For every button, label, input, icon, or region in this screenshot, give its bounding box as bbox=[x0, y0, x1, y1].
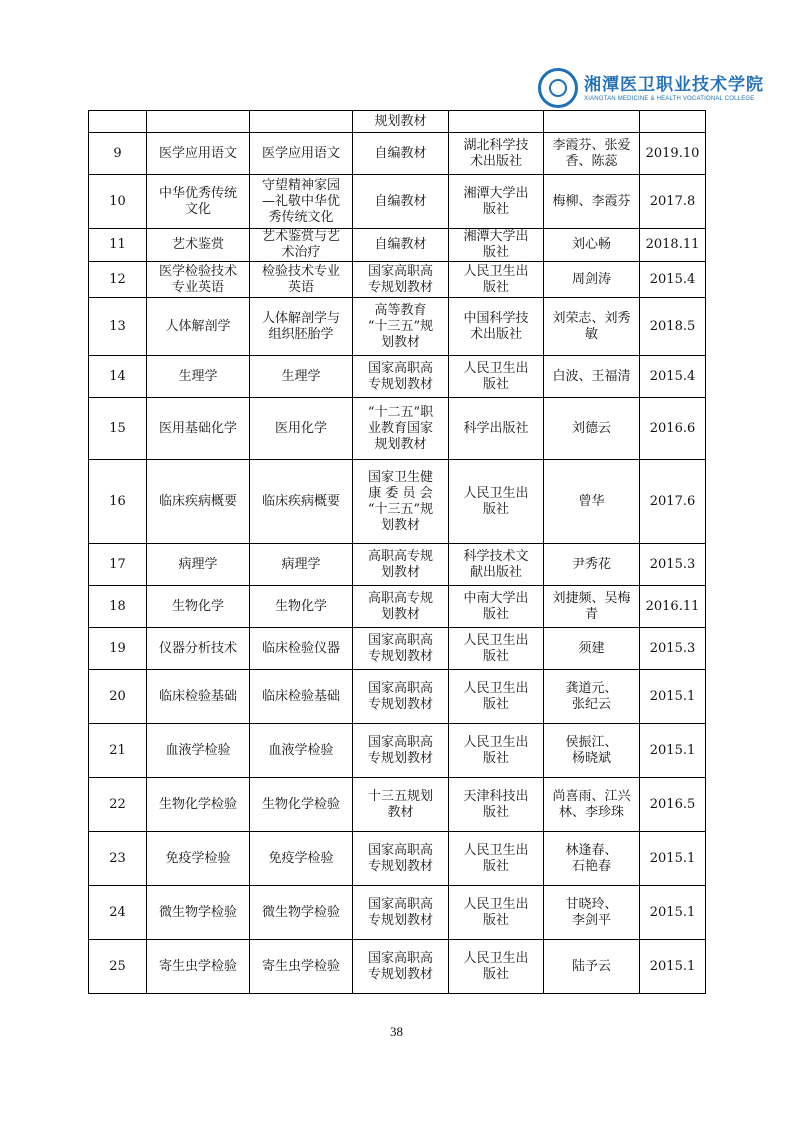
table-row bbox=[89, 832, 706, 886]
table-row bbox=[89, 175, 706, 229]
textbook-table bbox=[88, 110, 706, 994]
cell-date: 2015.1 bbox=[640, 832, 706, 886]
cell-publisher: 人民卫生出 版社 bbox=[449, 724, 544, 778]
cell-authors: 刘德云 bbox=[544, 398, 640, 460]
table-row bbox=[89, 724, 706, 778]
cell-course: 免疫学检验 bbox=[147, 832, 250, 886]
cell-date: 2015.1 bbox=[640, 670, 706, 724]
cell-no: 9 bbox=[89, 133, 147, 175]
cell-textbook: 生物化学 bbox=[250, 586, 353, 628]
cell-course: 中华优秀传统 文化 bbox=[147, 175, 250, 229]
cell-no: 19 bbox=[89, 628, 147, 670]
cell-no: 21 bbox=[89, 724, 147, 778]
cell-course: 人体解剖学 bbox=[147, 298, 250, 356]
cell-type: 自编教材 bbox=[353, 175, 449, 229]
cell-date: 2016.11 bbox=[640, 586, 706, 628]
cell-authors: 刘荣志、刘秀 敏 bbox=[544, 298, 640, 356]
cell-type: 规划教材 bbox=[353, 111, 449, 133]
cell-textbook: 免疫学检验 bbox=[250, 832, 353, 886]
cell-authors: 甘晓玲、 李剑平 bbox=[544, 886, 640, 940]
cell-publisher: 科学出版社 bbox=[449, 398, 544, 460]
cell-publisher: 中国科学技 术出版社 bbox=[449, 298, 544, 356]
cell-no: 14 bbox=[89, 356, 147, 398]
cell-course: 艺术鉴赏 bbox=[147, 229, 250, 262]
cell-course: 临床疾病概要 bbox=[147, 460, 250, 544]
cell-textbook: 艺术鉴赏与艺 术治疗 bbox=[250, 229, 353, 262]
cell-textbook: 临床疾病概要 bbox=[250, 460, 353, 544]
cell-date: 2015.4 bbox=[640, 356, 706, 398]
cell-authors: 曾华 bbox=[544, 460, 640, 544]
cell-date: 2019.10 bbox=[640, 133, 706, 175]
cell-date: 2018.11 bbox=[640, 229, 706, 262]
cell-type: 自编教材 bbox=[353, 133, 449, 175]
cell-no: 20 bbox=[89, 670, 147, 724]
cell-no: 25 bbox=[89, 940, 147, 994]
table-row bbox=[89, 940, 706, 994]
cell-authors: 龚道元、 张纪云 bbox=[544, 670, 640, 724]
cell-publisher: 人民卫生出 版社 bbox=[449, 832, 544, 886]
cell-publisher: 人民卫生出 版社 bbox=[449, 940, 544, 994]
cell-no: 18 bbox=[89, 586, 147, 628]
cell-course: 生物化学 bbox=[147, 586, 250, 628]
cell-publisher: 人民卫生出 版社 bbox=[449, 886, 544, 940]
cell-no: 23 bbox=[89, 832, 147, 886]
cell-course: 临床检验基础 bbox=[147, 670, 250, 724]
cell-textbook: 检验技术专业 英语 bbox=[250, 262, 353, 298]
table-row bbox=[89, 229, 706, 262]
table-row bbox=[89, 628, 706, 670]
cell-publisher: 人民卫生出 版社 bbox=[449, 628, 544, 670]
table-row bbox=[89, 544, 706, 586]
table-row bbox=[89, 586, 706, 628]
cell-authors: 陆予云 bbox=[544, 940, 640, 994]
cell-publisher: 天津科技出 版社 bbox=[449, 778, 544, 832]
cell-textbook: 守望精神家园 —礼敬中华优 秀传统文化 bbox=[250, 175, 353, 229]
cell-date: 2015.1 bbox=[640, 940, 706, 994]
cell-publisher: 人民卫生出 版社 bbox=[449, 670, 544, 724]
cell-course: 生理学 bbox=[147, 356, 250, 398]
cell-no: 16 bbox=[89, 460, 147, 544]
cell-publisher bbox=[449, 111, 544, 133]
school-logo bbox=[538, 68, 764, 108]
cell-textbook: 生物化学检验 bbox=[250, 778, 353, 832]
cell-date: 2016.6 bbox=[640, 398, 706, 460]
cell-authors: 林逢春、 石艳春 bbox=[544, 832, 640, 886]
cell-authors: 侯振江、 杨晓斌 bbox=[544, 724, 640, 778]
cell-textbook: 生理学 bbox=[250, 356, 353, 398]
cell-no bbox=[89, 111, 147, 133]
cell-textbook bbox=[250, 111, 353, 133]
cell-no: 24 bbox=[89, 886, 147, 940]
cell-course: 生物化学检验 bbox=[147, 778, 250, 832]
table-row bbox=[89, 133, 706, 175]
cell-course bbox=[147, 111, 250, 133]
cell-authors: 须建 bbox=[544, 628, 640, 670]
cell-no: 10 bbox=[89, 175, 147, 229]
school-name: 湘潭医卫职业技术学院 bbox=[584, 74, 764, 95]
cell-no: 17 bbox=[89, 544, 147, 586]
cell-date: 2015.1 bbox=[640, 724, 706, 778]
cell-course: 微生物学检验 bbox=[147, 886, 250, 940]
cell-no: 13 bbox=[89, 298, 147, 356]
cell-textbook: 病理学 bbox=[250, 544, 353, 586]
cell-no: 22 bbox=[89, 778, 147, 832]
cell-no: 15 bbox=[89, 398, 147, 460]
cell-date bbox=[640, 111, 706, 133]
table-row bbox=[89, 460, 706, 544]
cell-textbook: 微生物学检验 bbox=[250, 886, 353, 940]
cell-date: 2017.8 bbox=[640, 175, 706, 229]
cell-date: 2015.1 bbox=[640, 886, 706, 940]
cell-type: 国家高职高 专规划教材 bbox=[353, 670, 449, 724]
school-name-block bbox=[584, 75, 764, 102]
cell-type: 高等教育 “十三五”规 划教材 bbox=[353, 298, 449, 356]
cell-publisher: 中南大学出 版社 bbox=[449, 586, 544, 628]
cell-publisher: 湘潭大学出 版社 bbox=[449, 229, 544, 262]
school-seal-icon bbox=[538, 68, 578, 108]
cell-type: 国家高职高 专规划教材 bbox=[353, 356, 449, 398]
cell-authors: 尚喜雨、江兴 林、李珍珠 bbox=[544, 778, 640, 832]
cell-publisher: 人民卫生出 版社 bbox=[449, 356, 544, 398]
table-row bbox=[89, 398, 706, 460]
cell-type: 国家高职高 专规划教材 bbox=[353, 628, 449, 670]
cell-publisher: 湘潭大学出 版社 bbox=[449, 175, 544, 229]
school-name-en: XIANGTAN MEDICINE & HEALTH VOCATIONAL COLLEGE bbox=[584, 95, 755, 102]
table-row bbox=[89, 298, 706, 356]
cell-type: 国家高职高 专规划教材 bbox=[353, 940, 449, 994]
cell-date: 2017.6 bbox=[640, 460, 706, 544]
cell-textbook: 临床检验仪器 bbox=[250, 628, 353, 670]
cell-type: 国家高职高 专规划教材 bbox=[353, 724, 449, 778]
cell-type: 国家高职高 专规划教材 bbox=[353, 262, 449, 298]
cell-authors: 尹秀花 bbox=[544, 544, 640, 586]
page-number: 38 bbox=[390, 1024, 403, 1039]
cell-publisher: 人民卫生出 版社 bbox=[449, 460, 544, 544]
cell-authors: 刘捷频、吴梅 青 bbox=[544, 586, 640, 628]
table-row bbox=[89, 670, 706, 724]
cell-textbook: 医用化学 bbox=[250, 398, 353, 460]
cell-type: 十三五规划 教材 bbox=[353, 778, 449, 832]
cell-type: 国家高职高 专规划教材 bbox=[353, 832, 449, 886]
cell-authors bbox=[544, 111, 640, 133]
cell-textbook: 人体解剖学与 组织胚胎学 bbox=[250, 298, 353, 356]
cell-textbook: 血液学检验 bbox=[250, 724, 353, 778]
cell-date: 2015.4 bbox=[640, 262, 706, 298]
cell-date: 2016.5 bbox=[640, 778, 706, 832]
cell-type: 高职高专规 划教材 bbox=[353, 586, 449, 628]
cell-course: 寄生虫学检验 bbox=[147, 940, 250, 994]
cell-course: 血液学检验 bbox=[147, 724, 250, 778]
cell-authors: 白波、王福清 bbox=[544, 356, 640, 398]
cell-authors: 李霞芬、张爱 香、陈蕊 bbox=[544, 133, 640, 175]
cell-authors: 梅柳、李霞芬 bbox=[544, 175, 640, 229]
cell-textbook: 寄生虫学检验 bbox=[250, 940, 353, 994]
cell-course: 病理学 bbox=[147, 544, 250, 586]
cell-course: 仪器分析技术 bbox=[147, 628, 250, 670]
table-row bbox=[89, 778, 706, 832]
cell-type: 自编教材 bbox=[353, 229, 449, 262]
cell-publisher: 科学技术文 献出版社 bbox=[449, 544, 544, 586]
table-row bbox=[89, 262, 706, 298]
table-row bbox=[89, 111, 706, 133]
cell-authors: 刘心畅 bbox=[544, 229, 640, 262]
cell-type: 国家卫生健 康 委 员 会 “十三五”规 划教材 bbox=[353, 460, 449, 544]
cell-course: 医学应用语文 bbox=[147, 133, 250, 175]
cell-type: 国家高职高 专规划教材 bbox=[353, 886, 449, 940]
cell-publisher: 湖北科学技 术出版社 bbox=[449, 133, 544, 175]
cell-no: 11 bbox=[89, 229, 147, 262]
cell-type: 高职高专规 划教材 bbox=[353, 544, 449, 586]
cell-authors: 周剑涛 bbox=[544, 262, 640, 298]
cell-date: 2015.3 bbox=[640, 544, 706, 586]
cell-publisher: 人民卫生出 版社 bbox=[449, 262, 544, 298]
cell-type: “十二五”职 业教育国家 规划教材 bbox=[353, 398, 449, 460]
cell-course: 医用基础化学 bbox=[147, 398, 250, 460]
table-row bbox=[89, 356, 706, 398]
cell-date: 2015.3 bbox=[640, 628, 706, 670]
cell-course: 医学检验技术 专业英语 bbox=[147, 262, 250, 298]
cell-textbook: 医学应用语文 bbox=[250, 133, 353, 175]
table-row bbox=[89, 886, 706, 940]
cell-date: 2018.5 bbox=[640, 298, 706, 356]
cell-no: 12 bbox=[89, 262, 147, 298]
cell-textbook: 临床检验基础 bbox=[250, 670, 353, 724]
